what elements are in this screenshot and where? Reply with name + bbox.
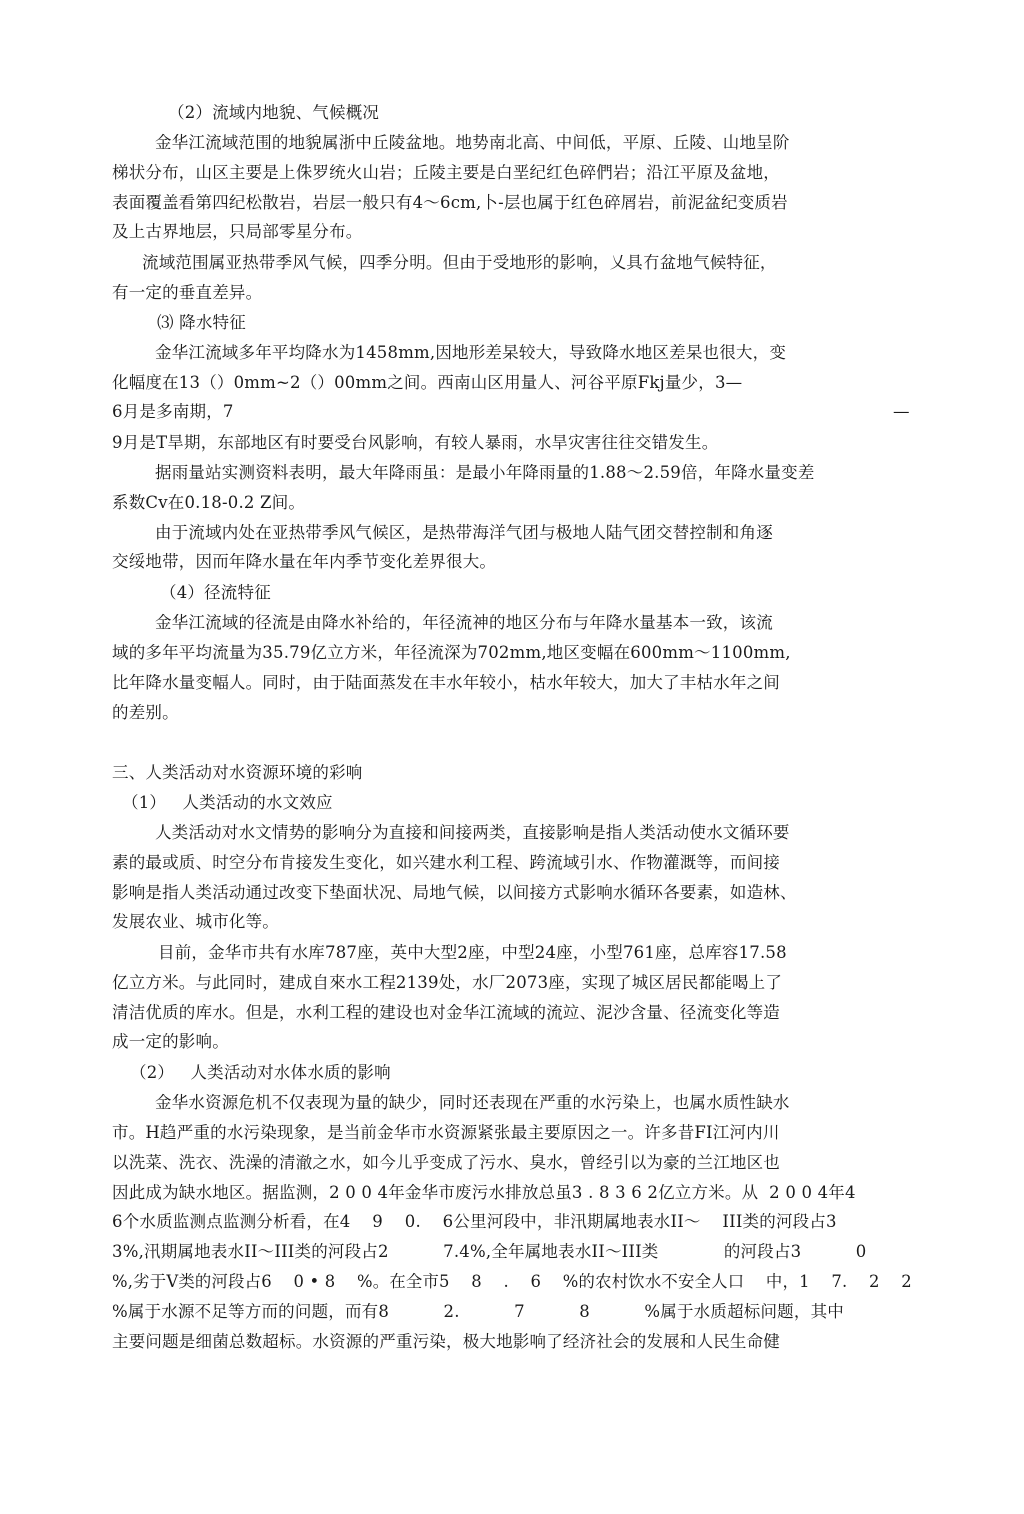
text-line: 发展农业、城市化等。: [112, 912, 279, 931]
text-line: 市。H趋严重的水污染现象，是当前金华市水资源紧张最主要原因之一。许多昔FI江河内川: [112, 1123, 780, 1142]
text-line: 梯状分布，山区主要是上侏罗统火山岩；丘陵主要是白垩纪红色碎們岩；沿江平原及盆地，: [112, 163, 780, 182]
text-line: 域的多年平均流量为35.79亿立方米，年径流深为702mm,地区变幅在600mm～1100mm,: [112, 643, 791, 662]
text-line: 化幅度在13（）0mm~2（）00mm之间。西南山区用量人、河谷平原Fkj量少，3—: [112, 373, 743, 392]
text-line: %属于水源不足等方而的问题，而有8 2. 7 8 %属于水质超标问题，其中: [112, 1302, 844, 1321]
text-line: 亿立方米。与此同时，建成自來水工程2139处，水厂2073座，实现了城区居民都能喝上了: [112, 973, 783, 992]
heading-precipitation: ⑶ 降水特征: [157, 313, 246, 332]
text-line: 表面覆盖看第四纪松散岩，岩层一般只有4～6cm,卜-层也属于红色碎屑岩，前泥盆纪变质岩: [112, 193, 788, 212]
text-line: %,劣于V类的河段占6 0 • 8 %。在全市5 8 . 6 %的农村饮水不安全人口 中，1 7. 2 2: [112, 1272, 912, 1291]
heading-runoff: （4）径流特征: [160, 583, 271, 602]
text-line: 交绥地带，因而年降水量在年内季节变化差界很大。: [112, 552, 497, 571]
text-line: 比年降水量变幅人。同时，由于陆面蒸发在丰水年较小，枯水年较大，加大了丰枯水年之间: [112, 673, 780, 692]
text-line: 金华江流域的径流是由降水补给的，年径流神的地区分布与年降水量基本一致，该流: [155, 613, 773, 632]
text-line: 以洗菜、洗衣、洗澡的清澈之水，如今儿乎变成了污水、臭水，曾经引以为豪的兰江地区也: [112, 1153, 780, 1172]
text-line: 由于流域内处在亚热带季风气候区，是热带海洋气团与极地人陆气团交替控制和角逐: [155, 523, 773, 542]
text-line: 的差别。: [112, 703, 179, 722]
text-line: 6月是多南期，7: [112, 402, 234, 421]
text-line: 影响是指人类活动通过改变下垫面状况、局地气候，以间接方式影响水循环各要素，如造林、: [112, 883, 797, 902]
text-line: 有一定的垂直差异。: [112, 283, 263, 302]
heading-water-quality: （2） 人类活动对水体水质的影响: [130, 1063, 391, 1082]
text-line: 金华江流域多年平均降水为1458mm,因地形差杲较大，导致降水地区差杲也很大，变: [155, 343, 787, 362]
text-line: 及上古界地层，只局部零星分布。: [112, 222, 363, 241]
text-line: 3%,汛期属地表水II～III类的河段占2 7.4%,全年属地表水II～III类 的河段占3 0: [112, 1242, 867, 1261]
text-line: 6个水质监测点监测分析看，在4 9 0. 6公里河段中，非汛期属地表水II～ III类的河段占3: [112, 1212, 837, 1231]
text-line: 目前，金华市共有水库787座，英中大型2座，中型24座，小型761座，总库容17.58: [158, 943, 787, 962]
heading-landform-climate: （2）流域内地貌、气候概况: [168, 103, 380, 122]
text-line: 素的最或质、时空分布肯接发生变化，如兴建水利工程、跨流域引水、作物灌溉等，而间接: [112, 853, 780, 872]
stray-dash: —: [893, 402, 910, 421]
text-line: 系数Cv在0.18-0.2 Z间。: [112, 493, 306, 512]
text-line: 金华江流域范围的地貌属浙中丘陵盆地。地势南北高、中间低，平原、丘陵、山地呈阶: [155, 133, 790, 152]
text-line: 主要问题是细菌总数超标。水资源的严重污染，极大地影响了经济社会的发展和人民生命健: [112, 1332, 780, 1351]
text-line: 成一定的影响。: [112, 1032, 229, 1051]
text-line: 人类活动对水文情势的影响分为直接和间接两类，直接影响是指人类活动使水文循环要: [155, 823, 790, 842]
text-line: 因此成为缺水地区。据监测，2 0 0 4年金华市废污水排放总虽3 . 8 3 6 2亿立方米。从 2 0 0 4年4: [112, 1183, 856, 1202]
text-line: 据雨量站实测资料表明，最大年降雨虽：是最小年降雨量的1.88～2.59倍，年降水量变差: [155, 463, 815, 482]
text-line: 9月是T旱期，东部地区有时要受台风影响，有较人暴雨，水旱灾害往往交错发生。: [112, 433, 719, 452]
text-line: 清洁优质的库水。但是，水利工程的建设也对金华江流域的流竝、泥沙含量、径流变化等造: [112, 1003, 780, 1022]
text-line: 金华水资源危机不仅表现为量的缺少，同时还表现在严重的水污染上，也属水质性缺水: [155, 1093, 790, 1112]
heading-hydrologic-effect: （1） 人类活动的水文效应: [122, 793, 333, 812]
text-line: 流域范围属亚热带季风气候，四季分明。但由于受地形的影响，乂具冇盆地气候特征，: [142, 253, 777, 272]
section-title: 三、人类活动对水资源环境的彩响: [112, 763, 363, 782]
